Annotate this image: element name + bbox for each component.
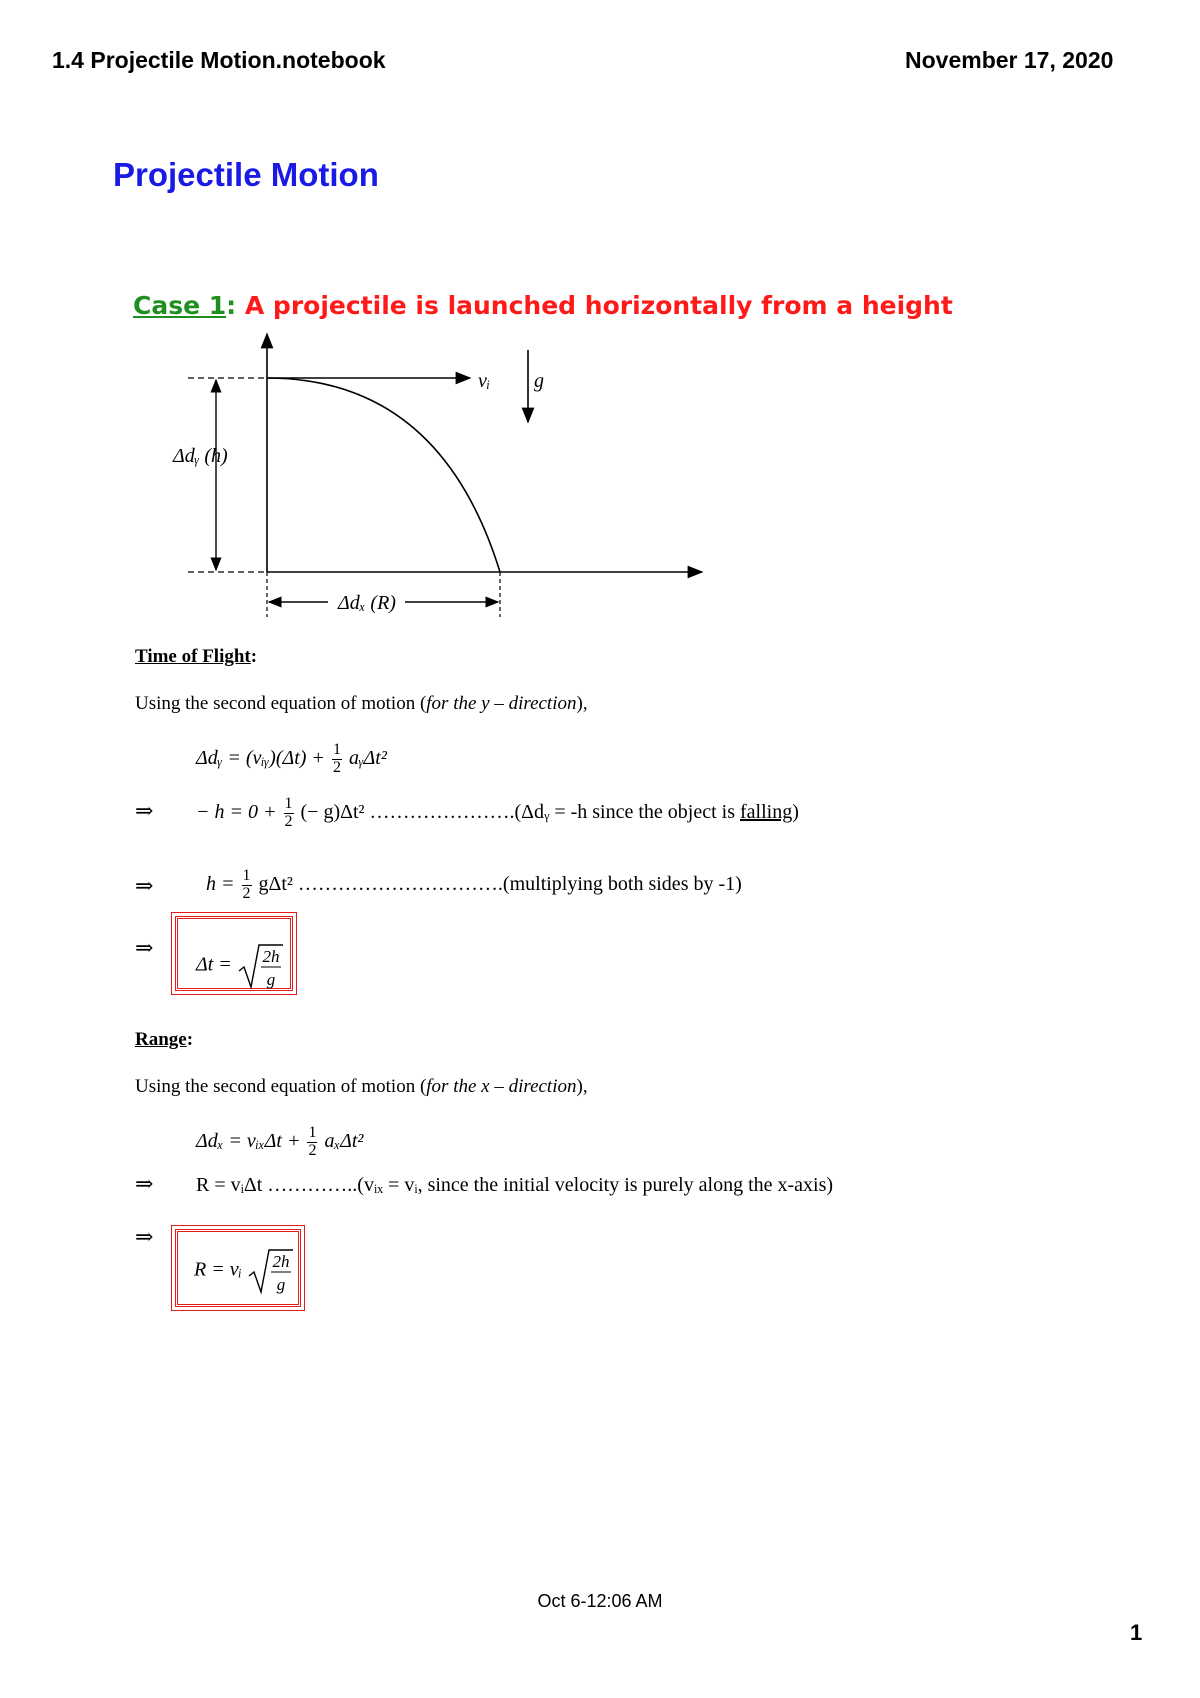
footer-timestamp: Oct 6-12:06 AM	[537, 1591, 663, 1611]
case-colon: :	[226, 291, 237, 320]
svg-text:g: g	[266, 970, 276, 989]
notebook-title: 1.4 Projectile Motion.notebook	[52, 47, 386, 73]
case-label: Case 1	[133, 291, 227, 320]
square-root	[247, 1246, 293, 1296]
svg-text:2h: 2h	[262, 947, 280, 966]
range-heading: Range:	[135, 1029, 194, 1050]
time-of-flight-heading: Time of Flight:	[135, 646, 258, 667]
page-title: Projectile Motion	[113, 156, 379, 193]
dx-label: Δdₓ (R)	[338, 592, 396, 614]
square-root	[237, 941, 283, 991]
range-equation-1: Δdₓ = vᵢₓΔt + $\frac{1}{2}$ aₓΔt²	[196, 1124, 364, 1159]
dy-label: Δdᵧ (h)	[173, 445, 228, 467]
page-number: 1	[1130, 1620, 1143, 1645]
tof-result: Δt = 2h g	[196, 941, 283, 991]
time-of-flight-result-box	[175, 916, 293, 991]
tof-equation-1: Δdᵧ = (vᵢᵧ)(Δt) + $\frac{1}{2}$ aᵧΔt²	[196, 741, 387, 776]
range-equation-2: R = vᵢΔt …………..(vᵢₓ = vᵢ, since the initial velocity is purely along the x-axis)	[196, 1174, 834, 1196]
implies-arrow: ⇒	[135, 1225, 154, 1250]
svg-text:g: g	[276, 1275, 286, 1294]
tof-equation-2: − h = 0 + $\frac{1}{2}$ (− g)Δt² ………………….(Δdᵧ = -h since the object is falling)	[196, 795, 799, 830]
implies-arrow: ⇒	[135, 799, 154, 824]
trajectory-curve	[267, 378, 500, 572]
projectile-diagram	[0, 0, 1200, 700]
tof-equation-3: h = $\frac{1}{2}$ gΔt² ………………………….(multiplying both sides by -1)	[206, 867, 742, 902]
time-of-flight-intro: Using the second equation of motion (for the y – direction),	[135, 693, 588, 714]
range-result: R = vᵢ 2h g	[194, 1246, 293, 1296]
page-date: November 17, 2020	[905, 47, 1114, 73]
vi-label: vᵢ	[478, 370, 491, 392]
implies-arrow: ⇒	[135, 936, 154, 961]
range-result-box	[175, 1229, 301, 1307]
case-description: A projectile is launched horizontally from a height	[244, 291, 953, 320]
implies-arrow: ⇒	[135, 1172, 154, 1197]
range-intro: Using the second equation of motion (for the x – direction),	[135, 1076, 588, 1097]
g-label: g	[534, 370, 544, 392]
svg-text:2h: 2h	[272, 1252, 290, 1271]
implies-arrow: ⇒	[135, 874, 154, 899]
